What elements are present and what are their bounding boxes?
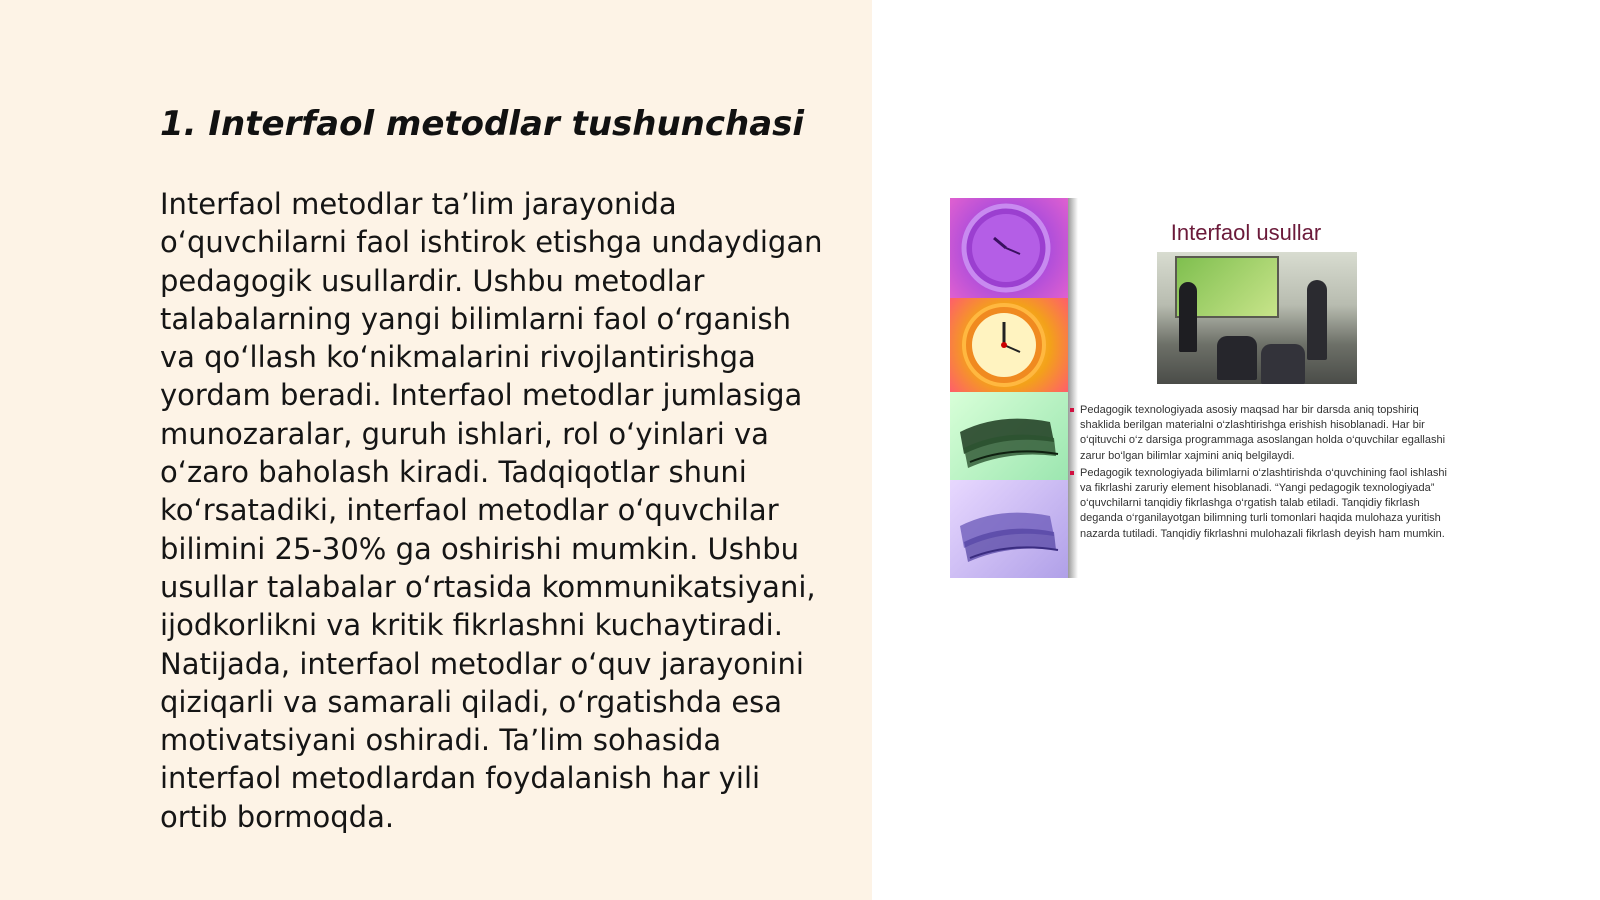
bullet-item bbox=[1080, 466, 1450, 542]
teacher-figure bbox=[1179, 282, 1197, 352]
green-books-image bbox=[950, 392, 1068, 480]
bullet-marker-icon bbox=[1070, 471, 1074, 475]
student-standing-figure bbox=[1307, 280, 1327, 360]
classroom-photo bbox=[1157, 252, 1357, 384]
photo-strip bbox=[950, 198, 1068, 578]
orange-clock-image bbox=[950, 298, 1068, 392]
embedded-slide-image bbox=[950, 198, 1450, 578]
bullet-text: Pedagogik texnologiyada asosiy maqsad har bir darsda aniq topshiriq shaklida berilgan materialni o‘zlashtirishga erishish hisoblanadi. Har bir o‘qituvchi o‘z darsiga programmaga asoslangan holda o‘quvchilar egallashi zarur bo‘lgan bilimlar xajmini aniq belgilaydi. bbox=[1080, 404, 1446, 462]
bullet-text: Pedagogik texnologiyada bilimlarni o‘zlashtirishda o‘quvchining faol ishlashi va fikrlashi zaruriy element hisoblanadi. “Yangi pedagogik texnologiyada” o‘quvchilarni tanqidiy fikrlashga o‘rgatish talab etiladi. Tanqidiy fikrlash deganda o‘rganilayotgan bilimning turli tomonlari haqida mulohaza yuritish nazarda tutiladi. Tanqidiy fikrlashni mulohazali fikrlash deyish ham mumkin. bbox=[1080, 466, 1447, 540]
embedded-slide-bullets bbox=[1080, 403, 1450, 544]
lilac-books-image bbox=[950, 480, 1068, 578]
slide-body-text: Interfaol metodlar ta’lim jarayonida o‘quvchilarni faol ishtirok etishga undaydigan pedagogik usullardir. Ushbu metodlar talabalarning yangi bilimlarni faol o‘rganish va qo‘llash ko‘nikmalarini rivojlantirishga yordam beradi. Interfaol metodlar jumlasiga munozaralar, guruh ishlari, rol o‘yinlari va o‘zaro baholash kiradi. Tadqiqotlar shuni ko‘rsatadiki, interfaol metodlar o‘quvchilar bilimini 25-30% ga oshirishi mumkin. Ushbu usullar talabalar o‘rtasida kommunikatsiyani, ijodkorlikni va kritik fikrlashni kuchaytiradi. Natijada, interfaol metodlar o‘quv jarayonini qiziqarli va samarali qiladi, o‘rgatishda esa motivatsiyani oshiradi. Ta’lim sohasida interfaol metodlardan foydalanish har yili ortib bormoqda. bbox=[160, 187, 823, 834]
embedded-slide-title: Interfaol usullar bbox=[1170, 220, 1322, 245]
student-seated-figure bbox=[1261, 344, 1305, 384]
bullet-marker-icon bbox=[1070, 408, 1074, 412]
slide-heading: 1. Interfaol metodlar tushunchasi bbox=[160, 104, 805, 144]
student-seated-figure bbox=[1217, 336, 1257, 380]
bullet-item bbox=[1080, 403, 1450, 464]
purple-clock-image bbox=[950, 198, 1068, 298]
strip-shadow bbox=[1068, 198, 1078, 578]
